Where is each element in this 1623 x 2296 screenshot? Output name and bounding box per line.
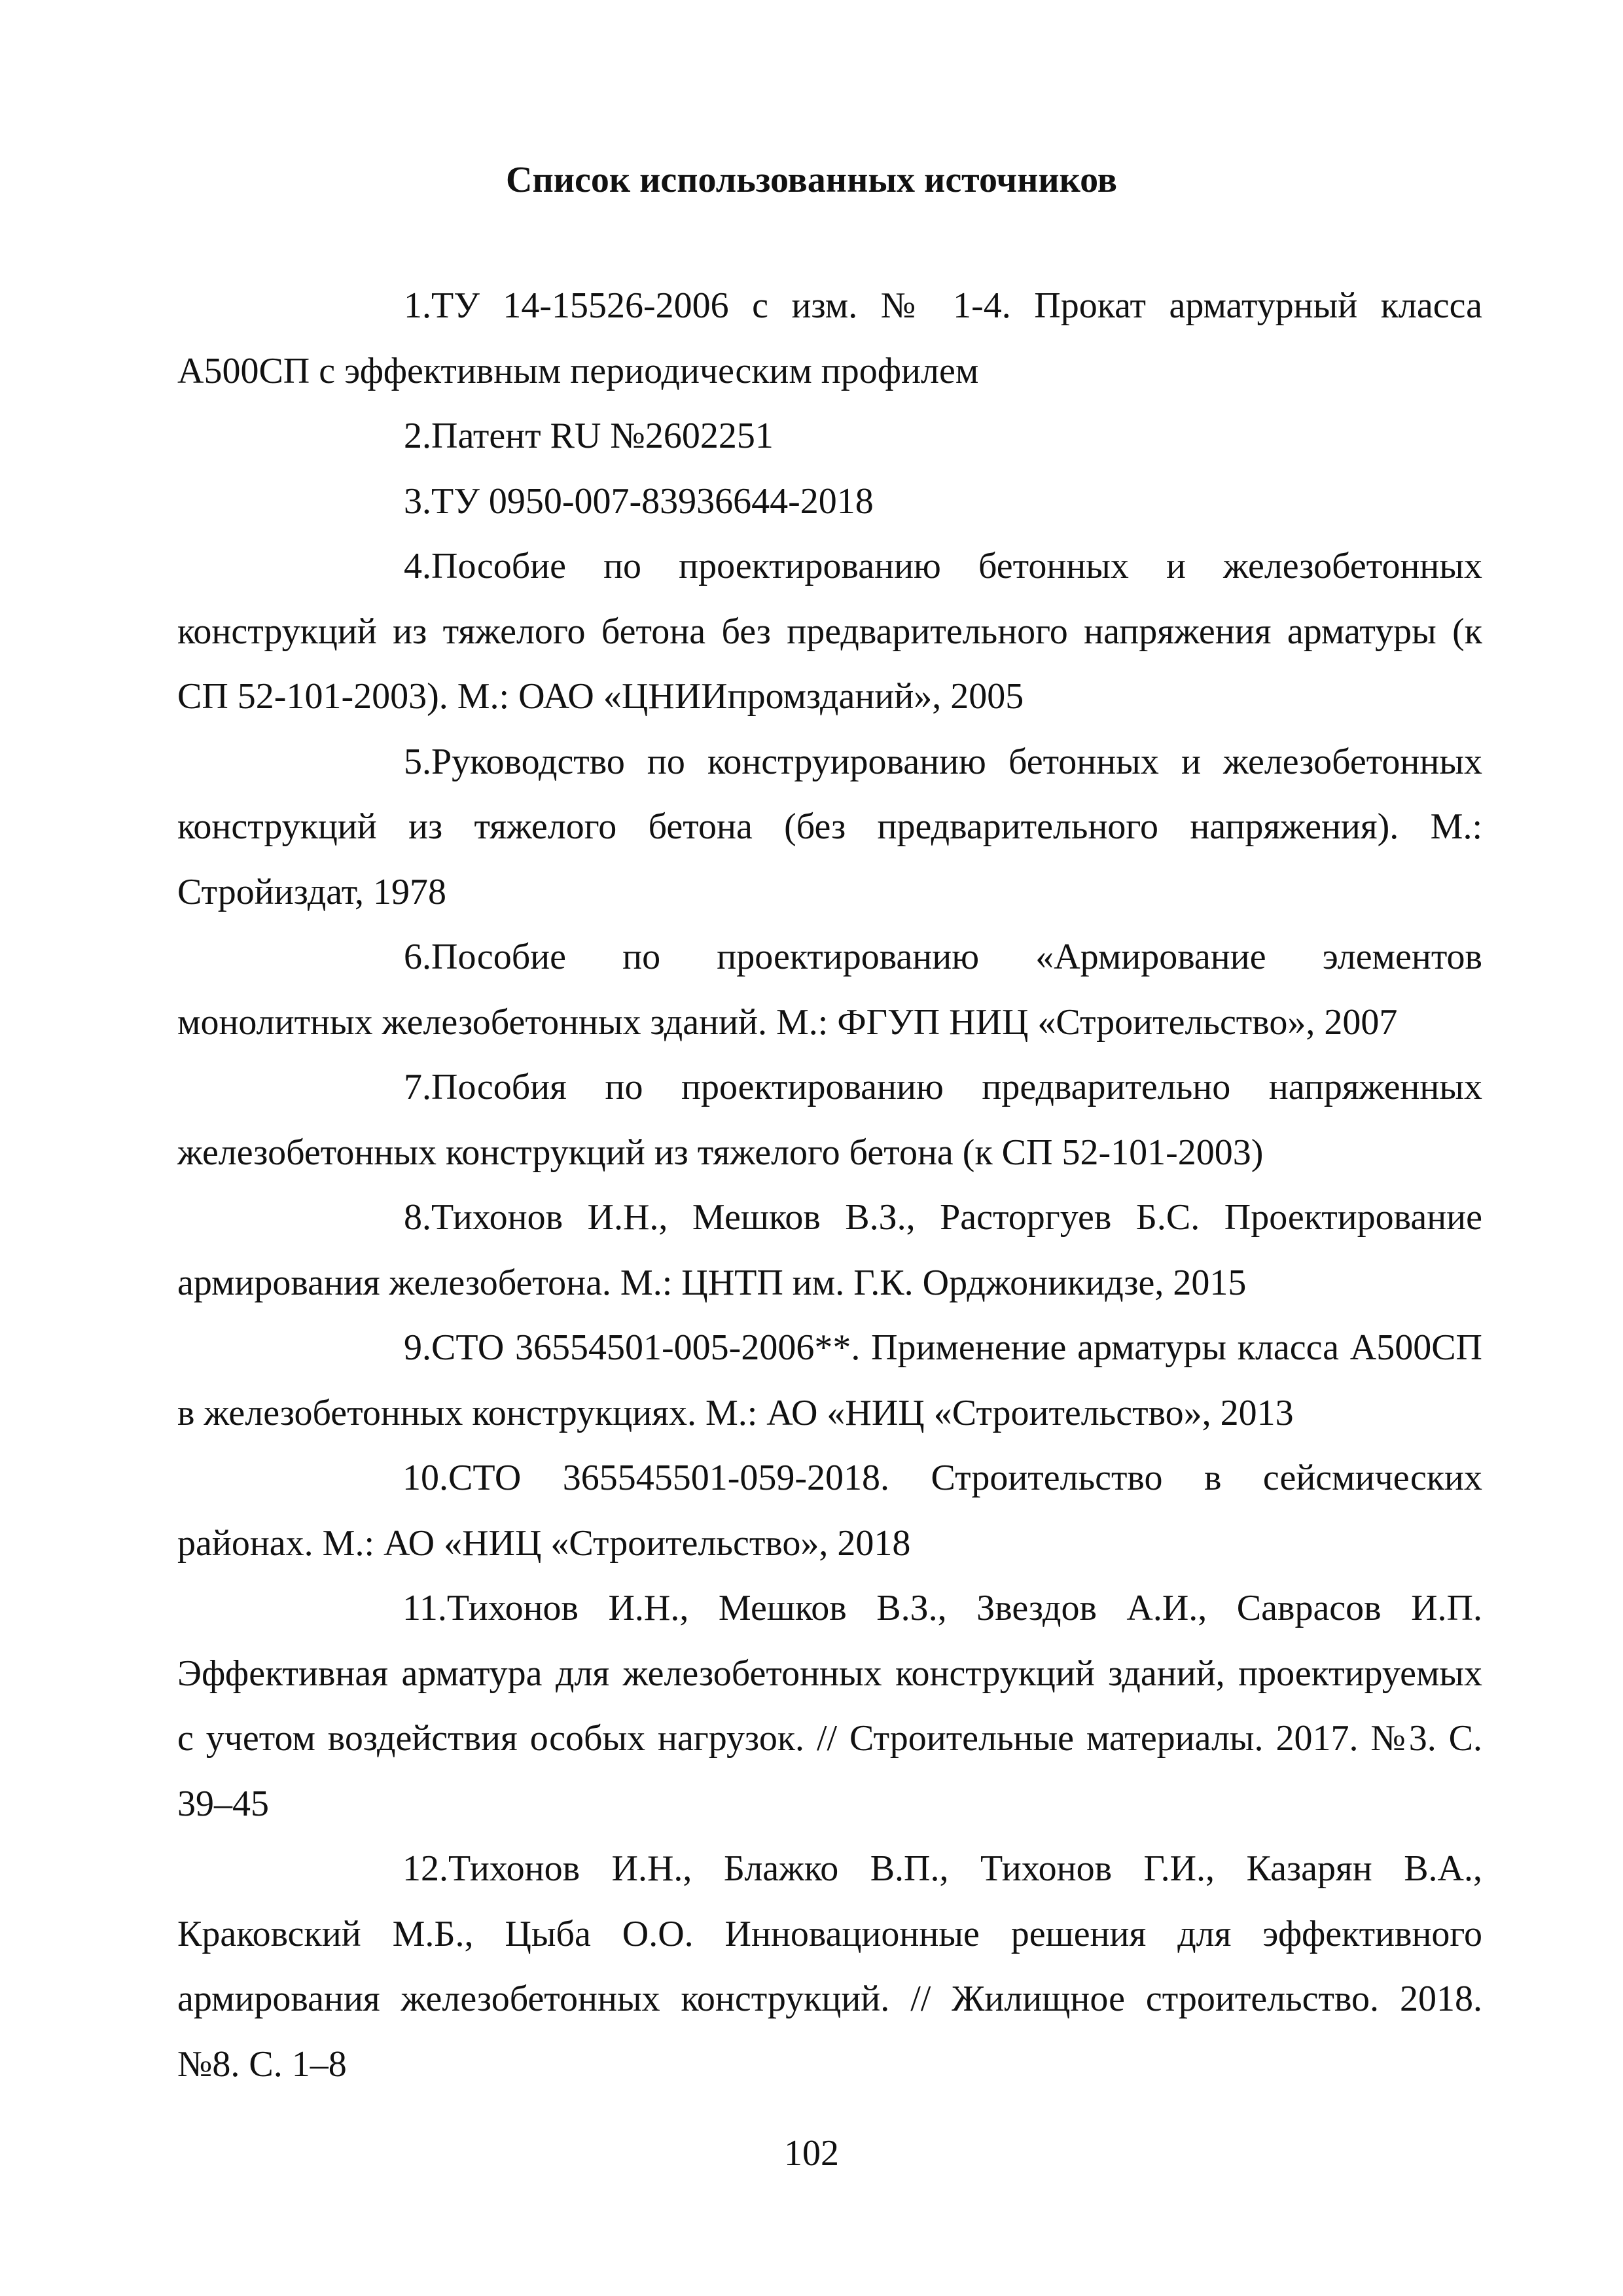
reference-text: СТО 365545501-059-2018. Строительство в сейсмических районах. М.: АО «НИЦ «Строительство», 2018 [177,1458,1482,1564]
list-item [177,1446,1482,1576]
list-item [177,730,1482,925]
list-item [177,925,1482,1055]
reference-number: 6. [404,937,431,977]
list-item [177,1837,1482,2097]
list-item [177,1185,1482,1316]
reference-text: Пособие по проектированию бетонных и железобетонных конструкций из тяжелого бетона без предварительного напряжения арматуры (к СП 52-101-2003). М.: ОАО «ЦНИИпромзданий», 2005 [177,546,1482,717]
reference-text: Пособие по проектированию «Армирование элементов монолитных железобетонных зданий. М.: ФГУП НИЦ «Строительство», 2007 [177,937,1482,1043]
reference-number: 9. [404,1327,431,1368]
reference-text: ТУ 14-15526-2006 с изм. № 1-4. Прокат арматурный класса А500СП с эффективным периодическим профилем [177,285,1482,391]
reference-text: Тихонов И.Н., Мешков В.З., Звездов А.И., Саврасов И.П. Эффективная арматура для железобетонных конструкций зданий, проектируемых с учетом воздействия особых нагрузок. // Строительные материалы. 2017. №3. С. 39–45 [177,1588,1482,1824]
list-item [177,274,1482,404]
reference-number: 1. [404,285,431,326]
reference-number: 12. [402,1848,448,1889]
reference-number: 11. [402,1588,447,1628]
reference-text: Тихонов И.Н., Блажко В.П., Тихонов Г.И., Казарян В.А., Краковский М.Б., Цыба О.О. Инновационные решения для эффективного армирования железобетонных конструкций. // Жилищное строительство. 2018. №8. С. 1–8 [177,1848,1482,2085]
reference-number: 7. [404,1067,431,1107]
list-item [177,534,1482,730]
page-title: Список использованных источников [506,160,1117,200]
reference-text: Тихонов И.Н., Мешков В.З., Расторгуев Б.С. Проектирование армирования железобетона. М.: ЦНТП им. Г.К. Орджоникидзе, 2015 [177,1197,1482,1303]
page-number: 102 [784,2133,839,2174]
reference-number: 4. [404,546,431,586]
reference-text: Руководство по конструированию бетонных и железобетонных конструкций из тяжелого бетона (без предварительного напряжения). М.: Стройиздат, 1978 [177,741,1482,912]
reference-number: 3. [404,480,431,522]
list-item [177,1055,1482,1185]
list-item [177,469,1482,535]
reference-number: 8. [404,1197,431,1238]
reference-number: 2. [404,416,431,456]
reference-number: 10. [402,1458,448,1498]
reference-text: СТО 36554501-005-2006**. Применение арматуры класса А500СП в железобетонных конструкциях. М.: АО «НИЦ «Строительство», 2013 [177,1327,1482,1433]
reference-text: ТУ 0950-007-83936644-2018 [431,480,874,522]
reference-text: Патент RU №2602251 [431,416,774,456]
reference-number: 5. [404,741,431,782]
reference-text: Пособия по проектированию предварительно напряженных железобетонных конструкций из тяжелого бетона (к СП 52-101-2003) [177,1067,1482,1173]
list-item [177,1316,1482,1446]
list-item [177,1576,1482,1837]
reference-list [177,274,1482,2097]
list-item [177,404,1482,469]
